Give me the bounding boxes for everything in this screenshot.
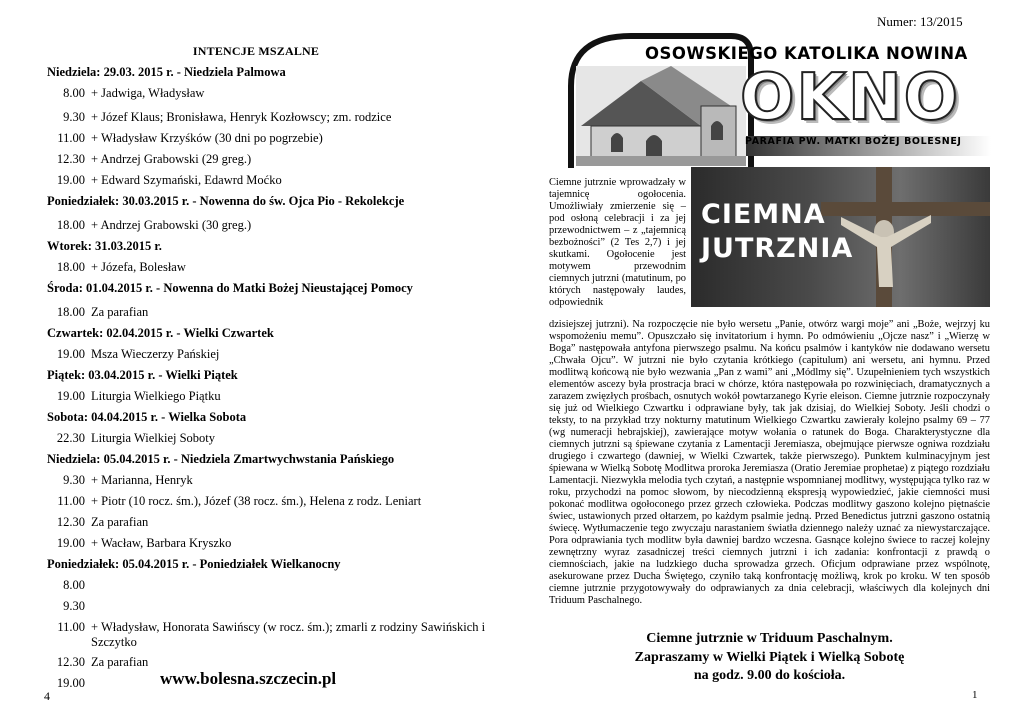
mass-intention-row: [47, 428, 487, 449]
mass-intent: Liturgia Wielkiej Soboty: [91, 431, 216, 445]
mass-intent: + Edward Szymański, Edawrd Moćko: [91, 173, 282, 187]
intention-day: Niedziela: 29.03. 2015 r. - Niedziela Palmowa: [47, 65, 286, 79]
mass-intent: + Józef Klaus; Bronisława, Henryk Kozłowscy; zm. rodzice: [91, 110, 392, 124]
closing-announcement: [549, 630, 990, 686]
mass-intention-row: [47, 128, 487, 149]
mass-intent: + Władysław Krzyśków (30 dni po pogrzebie): [91, 131, 323, 145]
image-title-line1: CIEMNA: [701, 199, 826, 230]
page-number-right: 1: [972, 689, 978, 701]
mass-intent: + Władysław, Honorata Sawińscy (w rocz. śm.); zmarli z rodziny Sawińskich i Szczytko: [91, 620, 486, 649]
page-number-left: 4: [44, 689, 50, 703]
mass-time: 8.00: [63, 86, 85, 100]
mass-time: 12.30: [56, 152, 85, 166]
mass-time: 18.00: [56, 218, 85, 232]
mass-intention-row: [47, 107, 487, 128]
mass-time: 19.00: [56, 536, 85, 550]
intention-day: Wtorek: 31.03.2015 r.: [47, 239, 162, 253]
mass-intention-row: [47, 215, 487, 236]
mass-time: 19.00: [56, 347, 85, 361]
image-title-line2: JUTRZNIA: [701, 233, 854, 264]
mass-intent: + Piotr (10 rocz. śm.), Józef (38 rocz. śm.), Helena z rodz. Leniart: [91, 494, 422, 508]
closing-line-1: Ciemne jutrznie w Triduum Paschalnym.: [646, 631, 893, 646]
mass-intention-row: [47, 386, 487, 407]
mass-time: 19.00: [56, 173, 85, 187]
mass-time: 11.00: [57, 494, 85, 508]
intention-day: Sobota: 04.04.2015 r. - Wielka Sobota: [47, 410, 247, 424]
mass-intent: + Andrzej Grabowski (30 greg.): [91, 218, 252, 232]
intentions-title: INTENCJE MSZALNE: [192, 44, 320, 58]
mass-time: 12.30: [56, 655, 85, 669]
mass-intention-row: [47, 596, 487, 617]
mass-time: 19.00: [56, 676, 85, 690]
mass-time: 9.30: [63, 110, 85, 124]
mass-intent: Za parafian: [91, 305, 149, 319]
mass-time: 9.30: [63, 599, 85, 613]
closing-line-2: Zapraszamy w Wielki Piątek i Wielką Sobotę: [634, 649, 905, 665]
mass-intention-row: [47, 302, 487, 323]
mass-intention-row: [47, 470, 487, 491]
mass-intent: Za parafian: [91, 515, 149, 529]
intention-day: Niedziela: 05.04.2015 r. - Niedziela Zmartwychwstania Pańskiego: [47, 452, 395, 466]
article-body: [549, 319, 990, 607]
intention-day: Piątek: 03.04.2015 r. - Wielki Piątek: [47, 368, 238, 382]
mass-intention-row: [47, 149, 487, 170]
intentions-list: [47, 62, 487, 694]
article-intro-text: Ciemne jutrznie wprowadzały w tajemnicę ogołocenia. Umożliwiały zmierzenie się – pod osłoną celebracji i za jej przewodnictwem – z „tajemnicą bezbożności” (2 Tes 2,7) i jej skutkami. Ogołocenie jest motywem przewodnim ciemnych jutrzni (matutinum, po których następowały laudes, odpowiednik: [549, 177, 686, 308]
closing-line-3: na godz. 9.00 do kościoła.: [693, 668, 846, 683]
mass-intention-row: [47, 257, 487, 278]
ciemna-jutrznia-image: [691, 167, 990, 307]
intention-day: Środa: 01.04.2015 r. - Nowenna do Matki Bożej Nieustającej Pomocy: [47, 281, 413, 295]
issue-number: Numer: 13/2015: [877, 14, 963, 29]
mass-time: 19.00: [56, 389, 85, 403]
mass-time: 11.00: [57, 620, 85, 634]
newsletter-title: OSOWSKIEGO KATOLIKA NOWINA: [645, 44, 968, 63]
mass-time: 12.30: [56, 515, 85, 529]
mass-intent: [85, 596, 91, 617]
mass-intention-row: [47, 575, 487, 596]
church-illustration: [576, 66, 746, 166]
mass-intent: Za parafian: [91, 655, 149, 669]
mass-intention-row: [47, 533, 487, 554]
mass-time: 22.30: [56, 431, 85, 445]
mass-intent: Msza Wieczerzy Pańskiej: [91, 347, 220, 361]
mass-intent: Liturgia Wielkiego Piątku: [91, 389, 221, 403]
mass-intent: + Jadwiga, Władysław: [91, 86, 205, 100]
mass-intention-row: [47, 170, 487, 191]
mass-time: 8.00: [63, 578, 85, 592]
intention-day: Czwartek: 02.04.2015 r. - Wielki Czwartek: [47, 326, 274, 340]
intention-day: Poniedziałek: 05.04.2015 r. - Poniedziałek Wielkanocny: [47, 557, 341, 571]
article-intro: [549, 177, 686, 309]
mass-intention-row: [47, 512, 487, 533]
mass-time: 18.00: [56, 260, 85, 274]
mass-time: 18.00: [56, 305, 85, 319]
mass-intention-row: [47, 620, 487, 652]
mass-intent: [85, 575, 91, 596]
mass-intention-row: [47, 83, 487, 104]
mass-time: 9.30: [63, 473, 85, 487]
parish-website[interactable]: www.bolesna.szczecin.pl: [160, 669, 337, 688]
mass-intention-row: [47, 491, 487, 512]
mass-intent: + Wacław, Barbara Kryszko: [91, 536, 232, 550]
mass-intent: + Józefa, Bolesław: [91, 260, 186, 274]
parish-name: PARAFIA PW. MATKI BOŻEJ BOLESNEJ: [745, 136, 962, 147]
intention-day: Poniedziałek: 30.03.2015 r. - Nowenna do św. Ojca Pio - Rekolekcje: [47, 194, 405, 208]
mass-time: 11.00: [57, 131, 85, 145]
article-body-text: dzisiejszej jutrzni). Na rozpoczęcie nie było wersetu „Panie, otwórz wargi moje” ani „Boże, wejrzyj ku wspomożeniu memu”. Opuszczało się invitatorium i hymn. Po odmówieniu „Ojcze nasz” i „Wierzę w Boga” następowała antyfona pierwszego psalmu. Na końcu psalmów i kantyków nie dodawano wersetu „Chwała Ojcu”. W jutrzni nie było czytania krótkiego (capitulum) ani wersetu, ani hymnu. Przed modlitwą końcową nie było wezwania „Pan z wami” ani „Módlmy się”. Uzupełnieniem tych wszystkich elementów ascezy była prostracja braci w chórze, która następowała po rozwinięciach, dramatycznych a zarazem zwięzłych prośbach, osnutych wokół powtarzanego Kyrie eleison. Ciemne jutrznie rozpoczynały się już od Wielkiego Czwartku i odprawiane były, tak jak dzisiaj, do Wielkiej Soboty. Jeśli chodzi o teksty, to na przykład trzy nokturny matutinum Wielkiego Czwartku zawierały kolejno psalmy 69 – 77 (wg numeracji hebrajskiej), zawierające motyw wołania o ratunek do Boga. Charakterystyczne dla ciemnych jutrzni są śpiewane czytania z Lamentacji Jeremiasza, obejmujące pierwsze ogniwa rozdziału drugiego i czwartego (dawniej, w Wielki Czwartek, także pierwszego). Punktem kulminacyjnym jest śpiewana w Wielką Sobotę Modlitwa proroka Jeremiasza (Oratio Jeremiae prophetae) z piątego rozdziału Lamentacji. Niezwykła melodia tych czytań, a następnie wspomnianej modlitwy, występująca tylko raz w roku, przychodzi na pomoc słowom, by niecodzienną ekspresją wypowiedzieć, jakie ciemności musi pokonać modlitwa ogołoconego przez grzech człowieka. Podczas modlitwy gaszono kolejno piętnaście świec, ustawionych przed ołtarzem, po każdym psalmie jedną. Przed Benedictus jutrzni gaszono ostatnią świecę. Wytłumaczenie tego zwyczaju narastaniem światła dziennego należy uznać za niewystarczające. Pora odprawiania tych modlitw była dawniej bardzo wczesna. Gasnące kolejno świece to raczej kolejny zewnętrzny wyraz zasadniczej treści ciemnych jutrzni i ich zadania: konfrontacji z prawdą o ciemnościach, jakie na ludzkiego ducha sprowadza grzech. Oficjum odprawiane przez wspólnotę, asekurowane przez Ducha Świętego, czyniło taką konfrontację możliwą, krok po kroku. W ten sposób ciemne jutrznie przygotowywały do odprawianych za dnia celebracji, właściwych dla kolejnych dni Triduum Paschalnego.: [549, 319, 990, 606]
mass-intent: + Marianna, Henryk: [91, 473, 193, 487]
mass-intention-row: [47, 344, 487, 365]
okno-logo-word: OKNO: [740, 61, 960, 135]
mass-intent: + Andrzej Grabowski (29 greg.): [91, 152, 252, 166]
mass-intent: [85, 673, 91, 694]
